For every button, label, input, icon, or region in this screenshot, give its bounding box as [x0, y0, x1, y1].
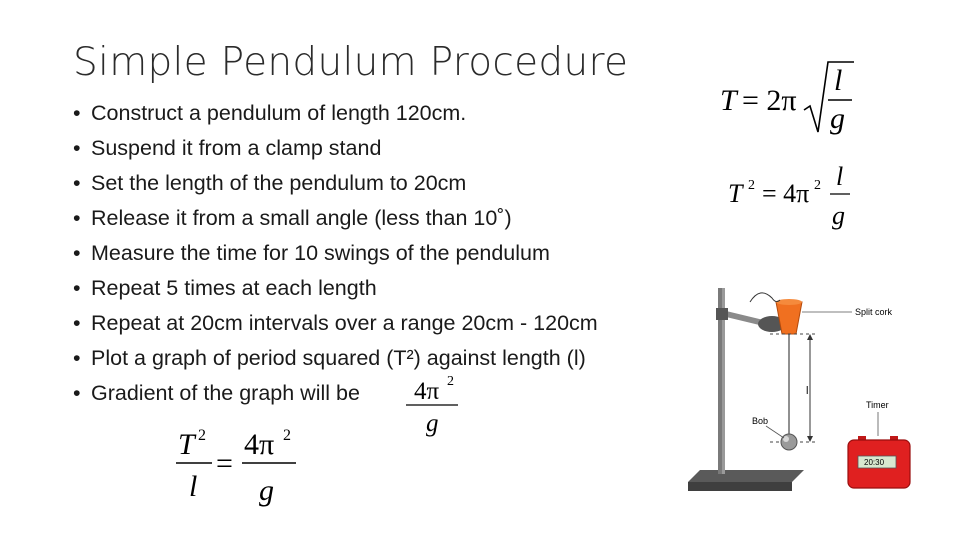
ratio-T-exponent: 2	[198, 427, 206, 444]
ratio-T: T	[178, 428, 195, 461]
timer-display-text: 20:30	[864, 458, 885, 467]
period-sq-coefficient: = 4π	[762, 179, 810, 208]
list-item	[73, 131, 382, 166]
period-sq-T: T	[728, 179, 743, 208]
stand-base	[688, 470, 804, 482]
gradient-numerator-exponent: 2	[447, 374, 454, 389]
list-item	[73, 96, 467, 131]
list-item	[73, 341, 586, 376]
step-text: Plot a graph of period squared (T²) against length (l)	[91, 346, 586, 370]
gradient-numerator: 4π	[414, 378, 440, 405]
list-item	[73, 306, 598, 341]
period-sq-pi-exponent: 2	[814, 178, 821, 193]
period-coefficient: = 2π	[742, 84, 797, 117]
ratio-numerator-exponent: 2	[283, 427, 291, 444]
slide-title: Simple Pendulum Procedure	[73, 40, 629, 85]
ratio-equation	[170, 418, 310, 510]
split-cork-label: Split cork	[855, 307, 893, 317]
period-g: g	[830, 102, 845, 135]
bullet-dot: •	[73, 311, 81, 335]
ratio-denominator: g	[259, 474, 274, 507]
step-text: Construct a pendulum of length 120cm.	[91, 101, 467, 125]
step-text: Set the length of the pendulum to 20cm	[91, 171, 467, 195]
list-item	[73, 271, 377, 306]
wire	[750, 293, 780, 302]
stand-base-front	[688, 482, 792, 491]
pendulum-bob	[781, 434, 797, 450]
bullet-dot: •	[73, 276, 81, 300]
bullet-dot: •	[73, 101, 81, 125]
list-item	[73, 236, 550, 271]
square-root-sign	[804, 62, 854, 132]
period-squared-equation	[726, 158, 856, 234]
step-text: Suspend it from a clamp stand	[91, 136, 382, 160]
ratio-numerator: 4π	[244, 428, 275, 461]
period-equation	[718, 54, 858, 140]
period-sq-l: l	[836, 162, 844, 191]
bullet-dot: •	[73, 136, 81, 160]
bullet-dot: •	[73, 381, 81, 405]
step-text: Gradient of the graph will be	[91, 381, 360, 405]
step-text: Release it from a small angle (less than 10˚)	[91, 206, 512, 230]
bullet-dot: •	[73, 241, 81, 265]
list-item	[73, 376, 360, 411]
list-item	[73, 166, 467, 201]
period-T: T	[720, 84, 737, 117]
period-l: l	[834, 64, 843, 97]
bullet-dot: •	[73, 346, 81, 370]
bob-label: Bob	[752, 416, 769, 426]
ratio-l: l	[189, 470, 198, 503]
length-label: l	[806, 385, 809, 397]
period-sq-T-exponent: 2	[748, 178, 755, 193]
step-text: Repeat at 20cm intervals over a range 20cm - 120cm	[91, 311, 598, 335]
pendulum-apparatus-diagram	[680, 284, 920, 506]
step-text: Measure the time for 10 swings of the pendulum	[91, 241, 550, 265]
bullet-dot: •	[73, 206, 81, 230]
bullet-dot: •	[73, 171, 81, 195]
step-text: Repeat 5 times at each length	[91, 276, 377, 300]
clamp-boss	[716, 308, 728, 320]
list-item	[73, 201, 512, 236]
gradient-denominator: g	[426, 410, 439, 437]
gradient-fraction	[404, 372, 464, 438]
period-sq-g: g	[832, 201, 845, 230]
timer-label: Timer	[866, 400, 889, 410]
ratio-equals: =	[216, 447, 233, 480]
